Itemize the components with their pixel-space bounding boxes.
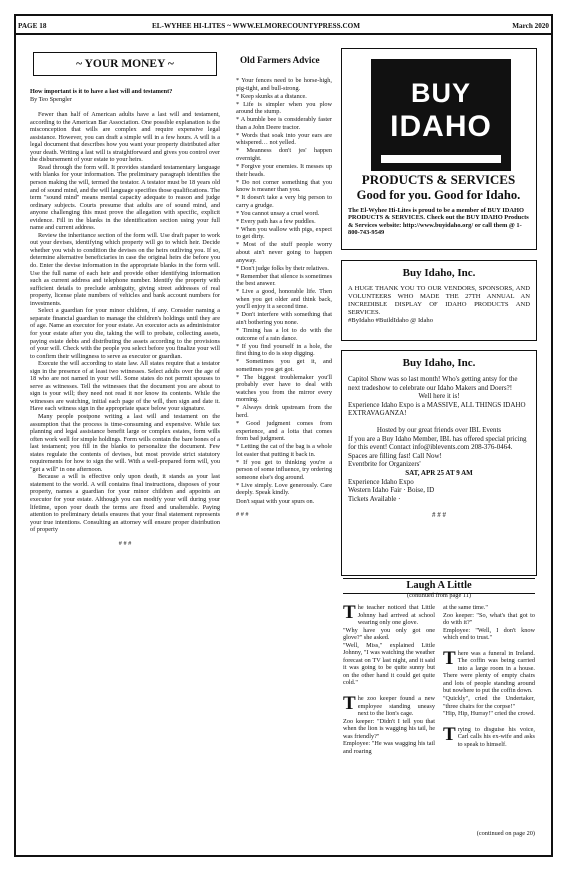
page-number: PAGE 18 (18, 22, 47, 30)
advice-item: * If you get to thinking you're a person of some influence, try ordering someone else's dog around. (236, 458, 332, 481)
article-paragraph: Many people postpone writing a last will and testament on the assumption that the process is time-consuming and expensive. While tax planning and legal assistance benefit large or complex estates, form wills often work well for simple holdings. Form wills contain the bare bones of a last testament; you fill in the blanks to personalize the document. Few states regulate the contents of devises, but most provide strict statutory requirements for how to sign the will. With a well-prepared form will, you "get a will" in one afternoon. (30, 412, 220, 473)
joke-paragraph: at the same time." (443, 604, 488, 611)
expo-text (348, 375, 530, 520)
your-money-column (30, 48, 220, 838)
laugh-column-2 (443, 604, 535, 748)
thanks-text: A HUGE THANK YOU TO OUR VENDORS, SPONSORS, AND VOLUNTEERS WHO MADE THE 27TH ANNUAL AN INCREDIBLE DISPLAY OF IDAHO PRODUCTS AND SERVICES. (348, 285, 530, 316)
end-mark: # # # (118, 539, 132, 547)
article-paragraph: Read through the form will. It provides standard testamentary language with blanks for your information. The preliminary paragraph identifies the person making the will, termed the testator. A testator must be 18 years old and of sound mind, and the will language specifies those qualifications. The term "sound mind" means mental capacity adequate to reason and judge ordinary subjects. Courts presume that adults are of sound mind, and anyone challenging this must prove the allegation with specific, explicit evidence. Fill in the blanks in the identification section using your full name and current address. (30, 163, 220, 232)
expo-line: Experience Idaho Expo (348, 477, 414, 486)
expo-title: Buy Idaho, Inc. (402, 357, 476, 369)
buy-idaho-logo (371, 59, 511, 171)
joke-paragraph: There was a funeral in Ireland. The coffin was being carried into a large room in a house. There were plenty of empty chairs and lots of people standing around but nowhere to put the coffin down. (443, 647, 535, 695)
joke-paragraph: The zoo keeper found a new employee standing uneasy next to the lion's cage. (343, 693, 435, 718)
advice-item: * Most of the stuff people worry about ain't never going to happen anyway. (236, 241, 332, 264)
advice-item: * Live simply. Love generously. Care deeply. Speak kindly. (236, 481, 332, 497)
thanks-title: Buy Idaho, Inc. (402, 267, 476, 279)
products-services: PRODUCTS & SERVICES (361, 172, 516, 187)
masthead: EL-WYHEE HI-LITES ~ WWW.ELMORECOUNTYPRESS.COM (152, 22, 361, 30)
thanks-hashtags: #ByIdaho #BuildIdaho @ Idaho (348, 317, 434, 324)
advice-item: * Don't interfere with something that ain't bothering you none. (236, 311, 332, 326)
joke-paragraph: Zoo keeper: "Didn't I tell you that when the lion is wagging his tail, he was friendly?" (343, 717, 435, 740)
joke-paragraph: Employee: "Well, I don't know which end to trust." (443, 626, 535, 642)
advice-item: * You cannot unsay a cruel word. (236, 209, 320, 217)
joke-paragraph: The teacher noticed that Little Johnny had arrived at school wearing only one glove. (343, 602, 435, 627)
ad-detail: The El-Wyhee Hi-Lites is proud to be a member of BUY IDAHO PRODUCTS & SERVICES. Check out the BUY IDAHO Products & Services website: http://www.buyidaho.org/ or call them @ 1-800-743-9549 (348, 207, 529, 237)
advice-item: * The biggest troublemaker you'll probably ever have to deal with watches you from the mirror every morning. (236, 373, 332, 404)
page-header (18, 19, 549, 33)
advice-item: * Live a good, honorable life. Then when you get older and think back, you'll enjoy it a second time. (236, 288, 332, 311)
advice-item: * A bumble bee is considerably faster than a John Deere tractor. (236, 116, 332, 131)
buy-idaho-thanks-box (341, 260, 537, 341)
expo-line: Spaces are filling fast! Call Now! (348, 451, 442, 460)
buy-idaho-ad (341, 48, 537, 250)
advice-item: * Keep skunks at a distance. (236, 92, 307, 100)
expo-line: Capitol Show was so last month! Who's getting antsy for the next tradeshow to celebrate our Idaho Makers and Doers?! (348, 375, 518, 392)
joke-paragraph: Employee: "He was wagging his tail and roaring (343, 740, 435, 755)
expo-date: SAT, APR 25 AT 9 AM (405, 468, 473, 477)
expo-line: If you are a Buy Idaho Member, IBL has offered special pricing for this event! Contact info@iblevents.com 208-376-0464. (348, 434, 527, 452)
joke-paragraph: "Why have you only got one glove?" she asked. (343, 626, 435, 642)
expo-line: Eventbrite for Organizers' (348, 460, 421, 469)
advice-item: * Meanness don't jes' happen overnight. (236, 147, 332, 162)
joke-paragraph: "Quickly", cried the Undertaker, "three chairs for the corpse!" (443, 695, 535, 710)
continued-from: (continued from page 11) (407, 592, 471, 599)
advice-item: * If you find yourself in a hole, the first thing to do is stop digging. (236, 342, 332, 358)
logo-text-buy: BUY (410, 78, 471, 108)
logo-text-idaho: IDAHO (390, 110, 492, 143)
continued-on: (continued on page 20) (476, 830, 535, 837)
article-paragraph: Fewer than half of American adults have a last will and testament, according to the American Bar Association. One possible explanation is the misconception that wills are complex and require expensive legal assistance. However, you can draft a simple will in a few hours. A will is a legal document that describes how you want your property distributed after your death. Writing a last will is straightforward and gives you control over the disbursement of your estate to your heirs. (30, 111, 220, 164)
laugh-title: Laugh A Little (343, 578, 535, 594)
advice-item: * Words that soak into your ears are whispered… not yelled. (236, 131, 332, 147)
advice-item: * Good judgment comes from experience, and a lotta that comes from bad judgment. (236, 420, 332, 443)
ads-column (341, 48, 537, 576)
end-mark: # # # (432, 511, 446, 520)
buy-idaho-expo-box (341, 350, 537, 576)
joke-paragraph: "Hip, Hip, Hurray!" cried the crowd. (443, 710, 535, 718)
laugh-column-1 (343, 604, 435, 755)
farmers-advice-title: Old Farmers Advice (240, 55, 320, 65)
advice-item: * Do not corner something that you know is meaner than you. (236, 178, 332, 194)
expo-line: Western Idaho Fair · Boise, ID (348, 486, 435, 495)
article-paragraph: Execute the will according to state law. All states require that a testator sign in the presence of at least two witnesses. Select adults over the age of 18 who are not named in your will. Some states do not permit spouses to serve as witnesses. Tell the witnesses that the document you are about to sign is your will; they need not read it nor know its contents. While the witnesses are watching, initial each page of the will, then sign and date it. Have each witness sign in the appropriate space below your signature. (30, 360, 220, 413)
advice-item: * When you wallow with pigs, expect to get dirty. (236, 225, 332, 241)
joke-paragraph: Zoo keeper: "So, what's that got to do with it?" (443, 611, 535, 627)
expo-line: Well here it is! (418, 392, 460, 401)
issue-date: March 2020 (512, 22, 549, 30)
article-paragraph: Review the inheritance section of the form will. Use draft paper to work out your devises, identifying which property will go to which heir. Decide whether you wish to condition the devises on the heirs outliving you. If so, determine alternative beneficiaries in case the original heirs die before you do. Enter the devise information in the appropriate blanks in the form will. Use the full name of each heir and provide other identifying information such as current address and telephone number. Identify the property with sufficient details to preclude ambiguity, giving street addresses of real property, license plate numbers of vehicles and bank account numbers for investments. (30, 231, 220, 307)
advice-item: * It doesn't take a very big person to carry a grudge. (236, 194, 332, 209)
advice-item: * Timing has a lot to do with the outcome of a rain dance. (236, 327, 332, 342)
end-mark: # # # (236, 511, 249, 519)
expo-line: Hosted by our great friends over IBL Events (376, 425, 502, 434)
joke-paragraph: Trying to disguise his voice, Carl calls his ex-wife and asks to speak to himself. (443, 723, 535, 748)
advice-item: * Every path has a few puddles. (236, 217, 316, 225)
header-rule (16, 33, 551, 35)
advice-item: * Your fences need to be horse-high, pig-tight, and bull-strong. (236, 77, 332, 92)
article-paragraph: Select a guardian for your minor children, if any. Consider naming a separate financial guardian to manage the children's holdings until they are of age. Name an executor for your estate. An executor acts as administrator for your estate after you die, taking the will to probate, collecting assets, paying estate debts and distributing the assets according to the provisions of your will. Check with the people you select before you finalize your will to confirm their willingness to serve as executor or guardian. (30, 307, 220, 360)
advice-item: * Sometimes you get it, and sometimes you get got. (236, 358, 332, 373)
advice-item: * Letting the cat of the bag is a whole lot easier that putting it back in. (236, 443, 332, 458)
article-byline: By Teo Spengler (30, 95, 72, 103)
section-title: ~ YOUR MONEY ~ (33, 52, 217, 76)
article-paragraph: Because a will is effective only upon death, it stands as your last statement to the world. A will contains final instructions, disposes of your property, names a guardian for your minor children and appoints an executor for your estate. Although you can modify your will during your lifetime, upon your death the terms are fixed and unalterable. Paying attention to preliminary details ensures that your final statement represents your true intentions. Consulting an attorney will ensure proper distribution of property (30, 473, 220, 534)
advice-item: * Don't judge folks by their relatives. (236, 264, 329, 272)
advice-item: * Life is simpler when you plow around the stump. (236, 100, 332, 116)
article-headline: How important is it to have a last will and testament? (30, 88, 173, 95)
advice-item: * Remember that silence is sometimes the best answer. (236, 272, 332, 288)
advice-item: Don't squat with your spurs on. (236, 497, 315, 505)
ad-tagline: Good for you. Good for Idaho. (356, 188, 521, 202)
expo-line: Experience Idaho Expo is a MASSIVE, ALL THINGS IDAHO EXTRAVAGANZA! (348, 400, 526, 418)
advice-item: * Forgive your enemies. It messes up their heads. (236, 163, 332, 178)
expo-line: Tickets Available · (348, 494, 401, 503)
advice-item: * Always drink upstream from the herd. (236, 404, 332, 420)
farmers-advice-column (236, 48, 332, 818)
joke-paragraph: "Well, Miss," explained Little Johnny, "I was watching the weather forecast on TV last night, and it said it was going to be quite sunny but on the other hand it could get quite cold." (343, 641, 435, 687)
